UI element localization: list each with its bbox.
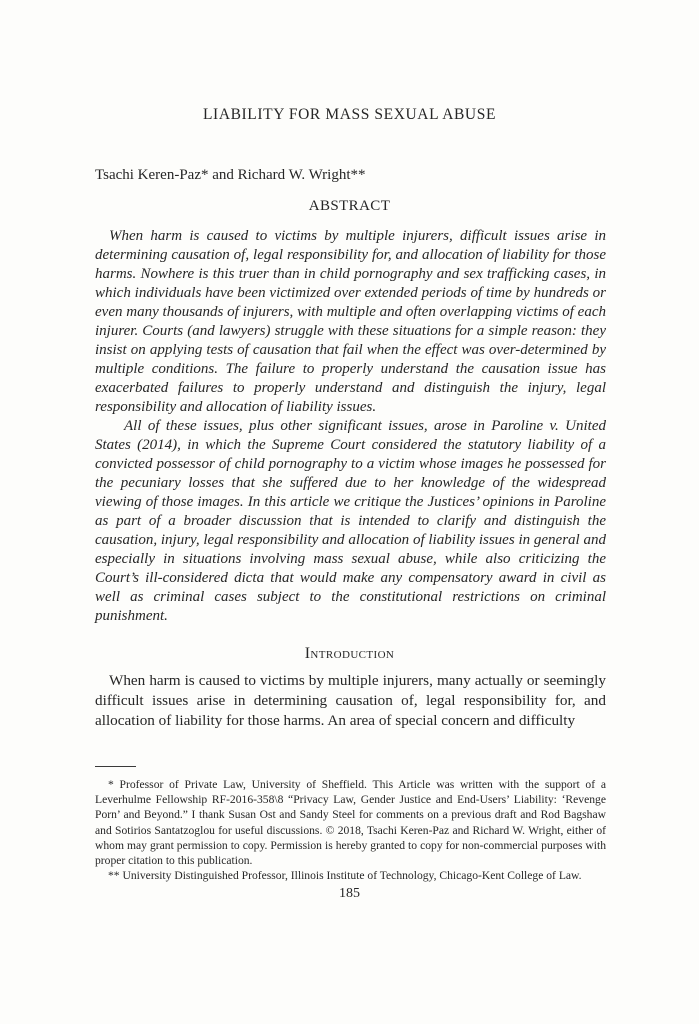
authors-line: Tsachi Keren-Paz* and Richard W. Wright**: [95, 167, 366, 183]
abstract-heading: ABSTRACT: [308, 198, 391, 214]
footnote-item: * Professor of Private Law, University of Sheffield. This Article was written with the support of a Leverhulme Fellowship RF-2016-358\8 “Privacy Law, Gender Justice and End-Users’ Liability: ‘Revenge Porn’ and Beyond.” I thank Susan Ost and Sandy Steel for comments on a previous draft and Rod Bagshaw and Sotirios Santatzoglou for useful discussions. © 2018, Tsachi Keren-Paz and Richard W. Wright, either of whom may grant permission to copy. Permission is hereby granted to copy for non-commercial purposes with proper citation to this publication.: [95, 778, 606, 868]
page-number: 185: [339, 886, 360, 901]
abstract-section: [95, 227, 606, 626]
abstract-paragraph: All of these issues, plus other significant issues, arose in Paroline v. United States (2014), in which the Supreme Court considered the statutory liability of a convicted possessor of child pornography to a victim whose images he possessed for the pecuniary losses that she suffered due to her knowledge of the widespread viewing of those images. In this article we critique the Justices’ opinions in Paroline as part of a broader discussion that is intended to clarify and distinguish the causation, injury, legal responsibility and allocation of liability issues in general and especially in situations involving mass sexual abuse, while also criticizing the Court’s ill-considered dicta that would make any compensatory award in civil as well as criminal cases subject to the constitutional restrictions on criminal punishment.: [95, 418, 606, 624]
abstract-paragraph: When harm is caused to victims by multiple injurers, difficult issues arise in determining causation of, legal responsibility for, and allocation of liability for those harms. Nowhere is this truer than in child pornography and sex trafficking cases, in which individuals have been victimized over extended periods of time by hundreds or even many thousands of injurers, with multiple and often overlapping victims of each injurer. Courts (and lawyers) struggle with these situations for a simple reason: they insist on applying tests of causation that fail when the effect was over-determined by multiple conditions. The failure to properly understand the causation issue has exacerbated failures to properly understand and distinguish the injury, legal responsibility and allocation of liability issues.: [95, 228, 606, 415]
footnote-item: ** University Distinguished Professor, Illinois Institute of Technology, Chicago-Kent College of Law.: [108, 869, 582, 883]
introduction-heading: Introduction: [304, 645, 395, 662]
page-title: LIABILITY FOR MASS SEXUAL ABUSE: [202, 106, 497, 123]
footnote-divider: [95, 766, 136, 767]
footnotes-section: [95, 777, 606, 883]
introduction-paragraph: When harm is caused to victims by multiple injurers, many actually or seemingly difficult issues arise in determining causation of, legal responsibility for, and allocation of liability for those harms. An area of special concern and difficulty: [95, 672, 606, 729]
